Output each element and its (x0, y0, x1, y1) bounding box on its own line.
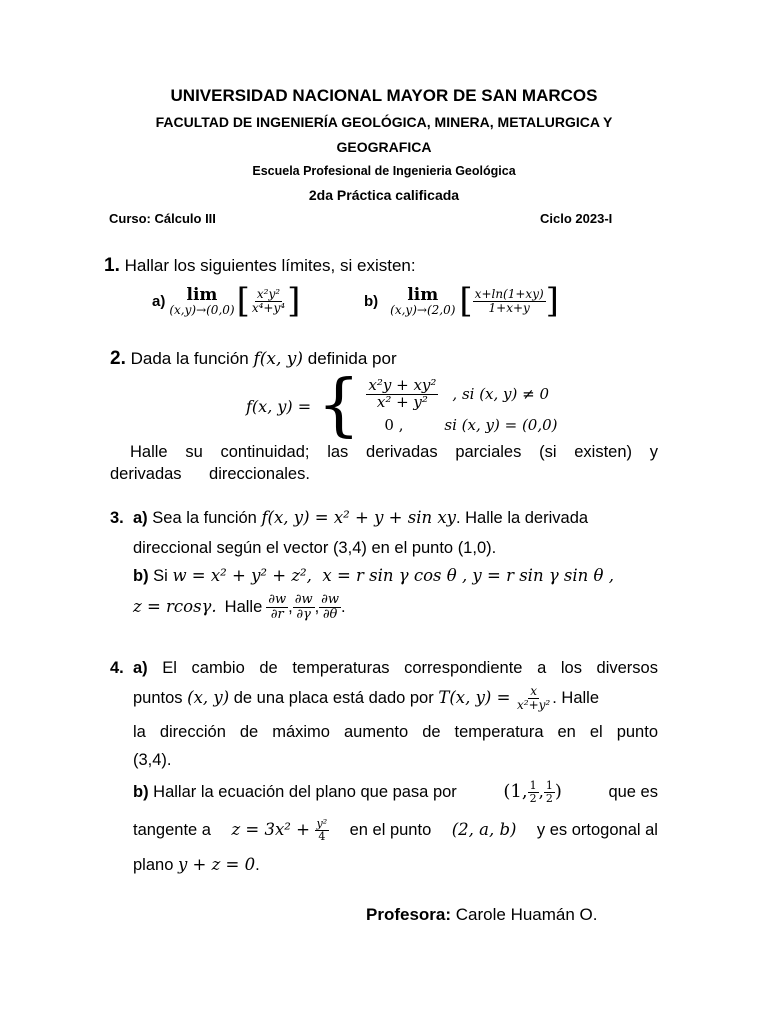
question-4b-text: en el punto (349, 821, 432, 839)
temperature-denominator: x²+y² (517, 697, 551, 712)
question-4a-text: El cambio de temperaturas correspondiente a los diversos (162, 659, 658, 677)
question-2-line-1: Halle su continuidad; las derivadas parciales (si existen) y (130, 443, 658, 461)
question-4b-text: Hallar la ecuación del plano que pasa por (153, 783, 457, 801)
half-fraction (528, 780, 539, 804)
question-4b-text: y es ortogonal al (536, 821, 658, 839)
cycle-label: Ciclo 2023-I (540, 211, 613, 226)
question-3b-label: b) (133, 567, 149, 585)
piecewise-cases (366, 375, 558, 435)
question-3b-formula: w = x² + y² + z², x = r sin γ cos θ , y = r sin γ sin θ , (172, 566, 614, 585)
question-3a-line-2: direccional según el vector (3,4) en el punto (1,0). (133, 539, 497, 557)
question-2-instructions (110, 441, 658, 485)
partial-numerator: ∂w (321, 591, 340, 607)
right-bracket: ] (287, 281, 301, 321)
fraction (250, 288, 287, 314)
right-bracket: ] (545, 281, 559, 321)
partial-w-r (266, 593, 288, 621)
question-4b-line-1 (133, 777, 658, 807)
question-3-label: 3. (110, 509, 124, 527)
question-1b (364, 281, 559, 321)
piecewise-lhs: f(x, y) = (246, 396, 312, 416)
point-open: (1, (503, 781, 528, 802)
case-1-numerator: x²y + xy² (368, 375, 437, 394)
partial-numerator: ∂w (294, 591, 313, 607)
question-1-number: 1. (104, 255, 120, 276)
question-4b-label: b) (133, 783, 149, 801)
question-1b-label: b) (364, 292, 379, 310)
question-3b (133, 561, 614, 591)
question-4a-point: (x, y) (187, 688, 230, 707)
plane-point: (1, $\frac{1}{2}$ , $\frac{1}{2}$ ) (503, 777, 561, 807)
half-denominator: 2 (529, 791, 537, 805)
question-3-number (110, 503, 124, 533)
denominator: 1+x+y (488, 300, 530, 315)
faculty-line-2: GEOGRAFICA (336, 139, 432, 155)
left-bracket: [ (459, 281, 473, 321)
left-bracket: [ (236, 281, 250, 321)
surface-denominator: 4 (318, 829, 326, 843)
case-2 (366, 416, 557, 434)
half-fraction (544, 780, 555, 804)
half-numerator: 1 (545, 778, 553, 792)
question-2-line-2: derivadas direccionales. (110, 465, 310, 483)
question-3b-z-formula: z = rcosγ. (133, 597, 217, 616)
point-close: ) (554, 781, 562, 802)
professor-label: Profesora: (366, 905, 452, 924)
plane-equation: y + z = 0 (177, 855, 256, 874)
course-label: Curso: Cálculo III (109, 211, 216, 226)
partial-w-theta (319, 593, 341, 621)
question-1-text: Hallar los siguientes límites, si existen: (124, 256, 416, 275)
lim-word: lim (186, 284, 218, 305)
question-3a-label: a) (133, 509, 148, 527)
case-2-value: 0 , (384, 416, 404, 435)
question-4b-period: . (255, 856, 260, 874)
question-4b-text-end: que es (608, 783, 658, 801)
case-1-condition: , si (x, y) ≠ 0 (452, 385, 550, 403)
university-title: UNIVERSIDAD NACIONAL MAYOR DE SAN MARCOS (170, 86, 598, 105)
faculty-line-1: FACULTAD DE INGENIERÍA GEOLÓGICA, MINERA, METALURGICA Y (155, 114, 613, 130)
question-2-number: 2. (110, 348, 126, 369)
partial-denominator: ∂r (270, 606, 284, 622)
numerator: x²y² (256, 286, 281, 301)
partial-denominator: ∂γ (296, 606, 311, 622)
professor-name: Carole Huamán O. (455, 905, 598, 924)
left-brace: { (317, 366, 361, 445)
question-3b-halle: Halle (224, 598, 263, 616)
question-4a-line-2 (133, 683, 599, 713)
half-numerator: 1 (529, 778, 537, 792)
question-3b-si: Si (153, 567, 168, 585)
question-1-prompt (104, 255, 416, 277)
question-4b-text: plano (133, 856, 174, 874)
question-4b-line-3 (133, 850, 260, 880)
question-1a-label: a) (152, 292, 166, 310)
professor-signature (366, 905, 598, 925)
function-name: f(x, y) (253, 349, 304, 369)
surface-numerator: y² (316, 816, 328, 830)
fraction (473, 288, 546, 314)
school-name: Escuela Profesional de Ingenieria Geológica (252, 164, 516, 178)
exam-title: 2da Práctica calificada (308, 187, 460, 203)
lim-word: lim (407, 284, 439, 305)
surface-formula (231, 815, 329, 845)
question-4b-text: tangente a (133, 821, 211, 839)
question-4a-label: a) (133, 659, 148, 677)
question-3a (133, 503, 663, 533)
question-3a-text: Sea la función (152, 509, 257, 527)
case-1-fraction (366, 375, 438, 411)
case-1 (366, 375, 557, 411)
limit-subscript: (x,y)→(0,0) (169, 302, 235, 317)
question-3a-formula: f(x, y) = x² + y + sin xy (261, 508, 456, 527)
limit-subscript: (x,y)→(2,0) (390, 302, 456, 317)
question-3a-text-end: . Halle la derivada (455, 509, 589, 527)
temperature-fraction (515, 685, 552, 711)
question-4-number (110, 653, 124, 683)
question-4a-line-3: la dirección de máximo aumento de temperatura en el punto (133, 723, 658, 741)
tangent-point: (2, a, b) (451, 820, 517, 839)
half-denominator: 2 (545, 791, 553, 805)
case-2-condition: si (x, y) = (0,0) (444, 416, 558, 435)
numerator: x+ln(1+xy) (474, 286, 544, 301)
question-4b-line-2 (133, 815, 658, 845)
limit-operator (169, 284, 235, 317)
question-4a-text: puntos (133, 689, 183, 707)
partial-w-gamma (293, 593, 315, 621)
question-3b-line-2: z = rcosγ. Halle $\frac{\partial w}{\partial r}$ , $\frac{\partial w}{\partial\gamma}$ , $\frac{\partial w}{\partial\theta}$ . (133, 591, 346, 622)
temperature-numerator: x (530, 683, 537, 698)
question-4a-text: . Halle (552, 689, 600, 707)
partial-denominator: ∂θ (322, 606, 338, 622)
surface-fraction (315, 818, 330, 842)
surface-expression: z = 3x² + (231, 820, 310, 839)
question-2-text: Dada la función (130, 349, 249, 368)
denominator: x⁴+y⁴ (251, 300, 286, 315)
temperature-function: T(x, y) = (438, 688, 511, 707)
limit-operator (390, 284, 456, 317)
question-1a (152, 281, 300, 321)
case-1-denominator: x² + y² (376, 392, 428, 411)
question-4a-text: de una placa está dado por (233, 689, 434, 707)
question-4a-line-4: (3,4). (133, 751, 172, 769)
question-4a-line-1 (133, 653, 658, 683)
piecewise-function (246, 366, 558, 445)
question-4-label: 4. (110, 659, 124, 677)
question-2-text-end: definida por (307, 349, 397, 368)
partial-numerator: ∂w (268, 591, 287, 607)
